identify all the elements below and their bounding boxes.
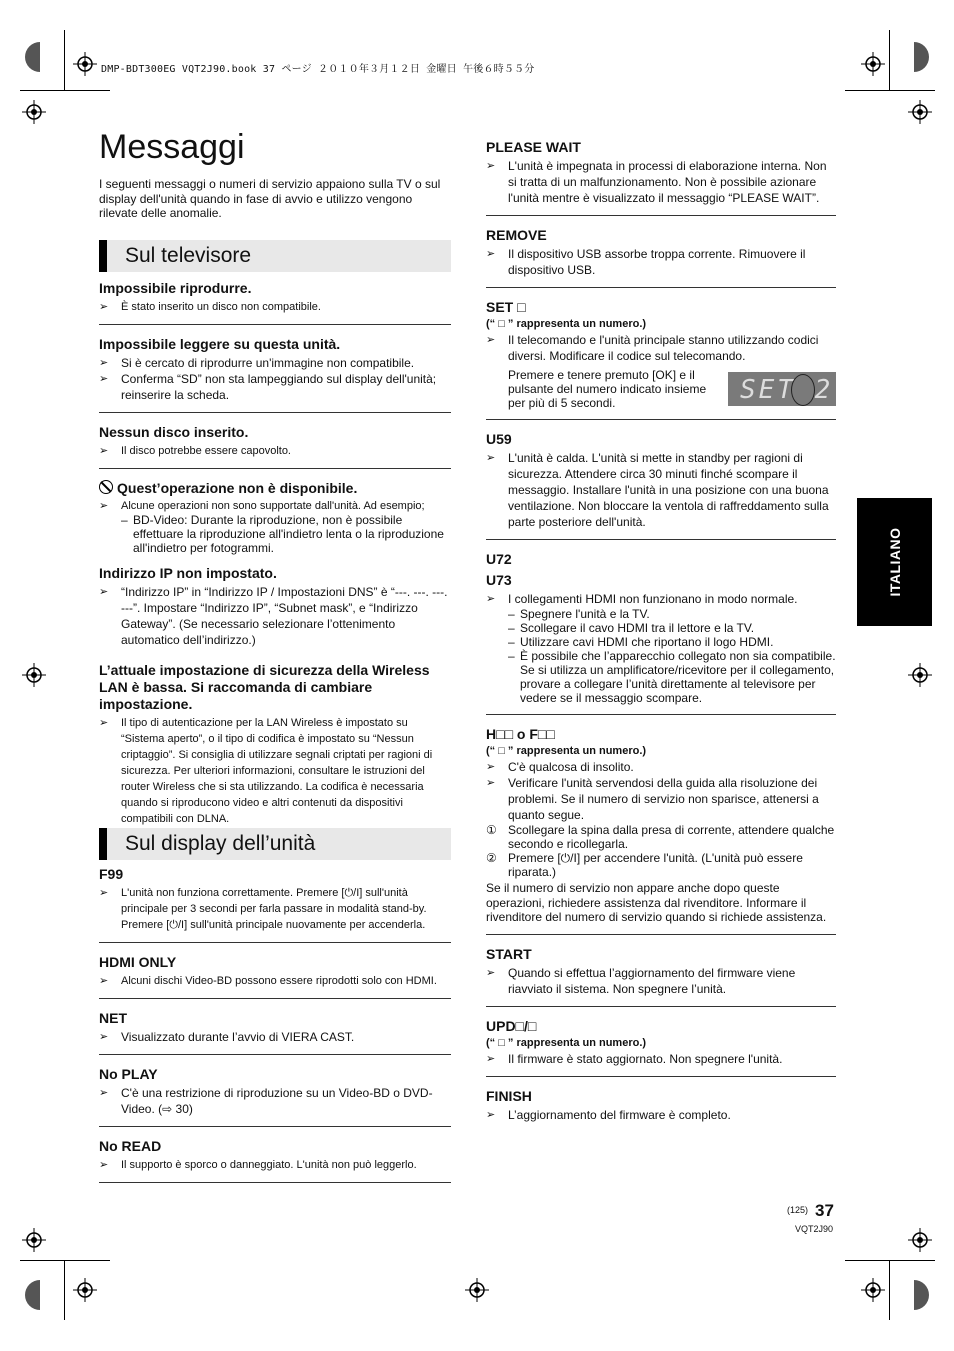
color-wheel-icon — [914, 1280, 934, 1310]
message-note: (“ □ ” rappresenta un numero.) — [486, 318, 647, 330]
arrow-icon: ➢ — [99, 445, 109, 457]
message-title: U72 — [486, 551, 512, 567]
message-item: ➢ Il telecomando e l'unità principale stanno utilizzando codici diversi. Modificare il codice sul telecomando. — [486, 333, 819, 363]
tv-section — [99, 240, 451, 849]
lcd-highlight-circle — [791, 374, 815, 406]
message-entry — [486, 227, 836, 288]
message-title: NET — [99, 1010, 127, 1026]
step-number-icon: ① — [486, 823, 497, 837]
message-item: ➢ Il firmware è stato aggiornato. Non spegnere l'unità. — [486, 1051, 783, 1066]
message-entry — [486, 726, 836, 935]
crop-mark — [64, 1260, 65, 1320]
message-title: PLEASE WAIT — [486, 139, 581, 155]
page-number-small: (125) — [787, 1205, 809, 1215]
color-wheel-icon — [20, 42, 40, 72]
message-title: F99 — [99, 866, 124, 882]
registration-target-icon — [861, 1278, 885, 1302]
page-number: 37 — [815, 1201, 834, 1220]
message-item: ➢ Verificare l'unità servendosi della guida alla risoluzione dei problemi. Se il numero di servizio non sparisce, attenersi a quanto segue. — [486, 776, 819, 822]
message-title: Impossibile leggere su questa unità. — [99, 336, 341, 352]
message-item: ➢ È stato inserito un disco non compatibile. — [99, 301, 321, 313]
arrow-icon: ➢ — [99, 975, 109, 987]
registration-target-icon — [465, 1278, 489, 1302]
registration-target-icon — [22, 663, 46, 687]
message-item: ➢ C'è qualcosa di insolito. — [486, 760, 634, 774]
message-item: ➢ Il supporto è sporco o danneggiato. L'unità non può leggerlo. — [99, 1159, 417, 1171]
message-item: ➢ L'unità è impegnata in processi di elaborazione interna. Non si tratta di un malfunzionamento. Non è possibile azionare l'unità mentre è visualizzato il messaggio “PLEASE WAIT”. — [486, 159, 827, 205]
message-entry — [99, 1066, 451, 1127]
message-entry — [99, 662, 451, 838]
arrow-icon: ➢ — [486, 1052, 496, 1065]
intro-text: I seguenti messaggi o numeri di servizio appaiono sulla TV o sul display dell'unità quando in fase di avvio e utilizzo vengono rilevate delle anomalie. — [99, 177, 441, 220]
message-title: FINISH — [486, 1087, 532, 1104]
message-item: ➢ L’aggiornamento del firmware è completo. — [486, 1107, 731, 1122]
message-paragraph: Se il numero di servizio non appare anche dopo queste operazioni, richiedere assistenza dal rivenditore. Informare il rivenditore del numero di servizio quando si richiede assistenza. — [486, 881, 827, 924]
arrow-icon: ➢ — [99, 1159, 109, 1171]
message-title: U59 — [486, 431, 512, 447]
message-title: L’attuale impostazione di sicurezza della Wireless LAN è bassa. Si raccomanda di cambiare impostazione. — [99, 662, 430, 712]
message-item: ➢ L'unità è calda. L'unità si mette in standby per ragioni di sicurezza. Attendere circa 30 minuti finché scompare il messaggio. Installare l'unità in una posizione con una buona ventilazione. Non bloccare la ventola di raffreddamento sulla parte posteriore dell'unità. — [486, 451, 829, 529]
crop-mark — [20, 1260, 110, 1261]
arrow-icon: ➢ — [486, 593, 496, 605]
arrow-icon: ➢ — [99, 717, 109, 729]
message-entry — [99, 565, 451, 648]
language-tab — [857, 498, 932, 626]
crop-mark — [889, 30, 890, 90]
message-entry — [99, 954, 451, 999]
message-entry — [99, 280, 451, 325]
message-entry — [99, 1010, 451, 1055]
message-entry — [99, 480, 451, 555]
message-entry — [99, 336, 451, 413]
arrow-icon: ➢ — [99, 500, 109, 512]
arrow-icon: ➢ — [99, 887, 109, 899]
registration-target-icon — [908, 1228, 932, 1252]
message-entry — [486, 139, 836, 216]
language-tab-label: ITALIANO — [886, 527, 903, 597]
message-item: ➢ Alcune operazioni non sono supportate dall'unità. Ad esempio; — [99, 500, 425, 512]
arrow-icon: ➢ — [99, 301, 109, 313]
arrow-icon: ➢ — [486, 761, 496, 773]
message-entry — [99, 1138, 451, 1183]
prohibited-icon — [99, 480, 113, 494]
print-header: DMP-BDT300EG VQT2J90.book 37 ページ ２０１０年３月１２日 金曜日 午後６時５５分 — [101, 64, 535, 75]
message-title: Quest’operazione non è disponibile. — [99, 480, 451, 497]
message-subitem: – Scollegare il cavo HDMI tra il lettore e la TV. — [508, 621, 755, 635]
crop-mark — [64, 30, 65, 90]
color-wheel-icon — [914, 42, 934, 72]
document-code: VQT2J90 — [795, 1224, 834, 1234]
set-instruction — [486, 368, 836, 410]
arrow-icon: ➢ — [486, 452, 496, 464]
message-item: ➢ Quando si effettua l’aggiornamento del firmware viene riavviato il sistema. Non spegnere l’unità. — [486, 965, 796, 996]
message-item: ➢ Il tipo di autenticazione per la LAN Wireless è impostato su “Sistema aperto”, o il tipo di codifica è impostato su “Nessun criptaggio”. Si consiglia di utilizzare segnali criptati per ragioni di sicurezza. Per ulteriori informazioni, consultare le istruzioni del router Wireless che si sta utilizzando. La codifica è necessaria quando si riproducono video e altri contenuti da dispositivi compatibili con DLNA. — [99, 717, 433, 825]
message-item: ➢ Conferma “SD” non sta lampeggiando sul display dell'unità; reinserire la scheda. — [99, 372, 437, 402]
section-header-tv: Sul televisore — [99, 240, 451, 272]
message-subitem: – È possibile che l’apparecchio collegato non sia compatibile. Se si utilizza un amplificatore/ricevitore per il collegamento, provare a collegare l’unità direttamente al televisore per vedere se il messaggio scompare. — [508, 649, 836, 705]
lcd-display-text: SET 2 — [740, 375, 834, 405]
registration-target-icon — [22, 100, 46, 124]
message-subitem: – BD-Video: Durante la riproduzione, non è possibile effettuare la riproduzione all'indietro lenta o la riproduzione all'indietro per fotogrammi. — [121, 513, 444, 555]
step-item: ① Scollegare la spina dalla presa di corrente, attendere qualche secondo e ricollegarla. — [486, 823, 835, 851]
message-subitem: – Spegnere l'unità e la TV. — [508, 607, 650, 621]
arrow-icon: ➢ — [486, 777, 496, 789]
registration-target-icon — [73, 52, 97, 76]
message-entry — [486, 1018, 836, 1077]
message-title: Indirizzo IP non impostato. — [99, 565, 277, 581]
message-item: ➢ Il dispositivo USB assorbe troppa corrente. Rimuovere il dispositivo USB. — [486, 247, 806, 277]
arrow-icon: ➢ — [486, 334, 496, 346]
message-subitem: – Utilizzare cavi HDMI che riportano il logo HDMI. — [508, 635, 774, 649]
arrow-icon: ➢ — [486, 1108, 496, 1121]
section-header-display: Sul display dell’unità — [99, 828, 451, 860]
message-title: No READ — [99, 1138, 162, 1154]
display-section — [99, 828, 451, 1194]
arrow-icon: ➢ — [99, 1087, 109, 1099]
message-title: REMOVE — [486, 227, 547, 243]
message-title: Nessun disco inserito. — [99, 424, 249, 440]
message-item: ➢ L'unità non funziona correttamente. Premere [⏻/I] sull'unità principale per 3 secondi per farla passare in modalità stand-by. Premere [⏻/I] sull'unità principale nuovamente per accenderla. — [99, 887, 427, 931]
registration-target-icon — [22, 1228, 46, 1252]
message-entry — [486, 431, 836, 540]
message-item: ➢ Il disco potrebbe essere capovolto. — [99, 445, 291, 457]
registration-target-icon — [908, 100, 932, 124]
crop-mark — [845, 1260, 935, 1261]
message-title: No PLAY — [99, 1066, 158, 1082]
registration-target-icon — [908, 663, 932, 687]
set-instruction-text: Premere e tenere premuto [OK] e il pulsante del numero indicato insieme per più di 5 secondi. — [508, 368, 707, 410]
lcd-display-image — [728, 372, 836, 406]
message-title: H□□ o F□□ — [486, 726, 555, 742]
message-title: HDMI ONLY — [99, 954, 177, 970]
step-item: ② Premere [⏻/I] per accendere l'unità. (L'unità può essere riparata.) — [486, 851, 803, 879]
crop-mark — [845, 90, 935, 91]
arrow-icon: ➢ — [486, 966, 496, 979]
message-item: ➢ “Indirizzo IP” in “Indirizzo IP / Impostazioni DNS” è “---. ---. ---. ---”. Impostare “Indirizzo IP”, “Subnet mask”, e “Indirizzo Gateway”. (Se necessario selezionare l’ottenimento automatico dell’indirizzo.) — [99, 585, 448, 647]
message-entry — [486, 299, 836, 420]
message-title: Impossibile riprodurre. — [99, 280, 252, 296]
message-entry — [99, 866, 451, 943]
message-title: U73 — [486, 572, 512, 588]
message-note: (“ □ ” rappresenta un numero.) — [486, 745, 647, 757]
message-title: START — [486, 945, 532, 962]
right-column — [486, 139, 836, 1123]
message-item: ➢ C'è una restrizione di riproduzione su un Video-BD o DVD-Video. (⇨ 30) — [99, 1086, 433, 1116]
message-item: ➢ Visualizzato durante l’avvio di VIERA CAST. — [99, 1030, 355, 1044]
arrow-icon: ➢ — [486, 160, 496, 172]
step-number-icon: ② — [486, 851, 497, 865]
crop-mark — [20, 90, 110, 91]
registration-target-icon — [73, 1278, 97, 1302]
arrow-icon: ➢ — [99, 1031, 109, 1043]
message-title: UPD□/□ — [486, 1017, 537, 1034]
message-title: SET □ — [486, 299, 526, 315]
message-entry — [486, 1088, 836, 1123]
message-item: ➢ I collegamenti HDMI non funzionano in modo normale. — [486, 592, 798, 606]
arrow-icon: ➢ — [486, 248, 496, 260]
message-entry — [99, 424, 451, 469]
arrow-icon: ➢ — [99, 357, 109, 369]
page-title: Messaggi — [99, 128, 245, 166]
arrow-icon: ➢ — [99, 373, 109, 385]
crop-mark — [889, 1260, 890, 1320]
message-entry — [486, 551, 836, 715]
message-item: ➢ Alcuni dischi Video-BD possono essere riprodotti solo con HDMI. — [99, 975, 437, 987]
message-note: (“ □ ” rappresenta un numero.) — [486, 1036, 647, 1049]
arrow-icon: ➢ — [99, 586, 109, 598]
message-entry — [486, 946, 836, 1007]
message-item: ➢ Si è cercato di riprodurre un'immagine non compatibile. — [99, 356, 415, 370]
color-wheel-icon — [20, 1280, 40, 1310]
registration-target-icon — [861, 52, 885, 76]
